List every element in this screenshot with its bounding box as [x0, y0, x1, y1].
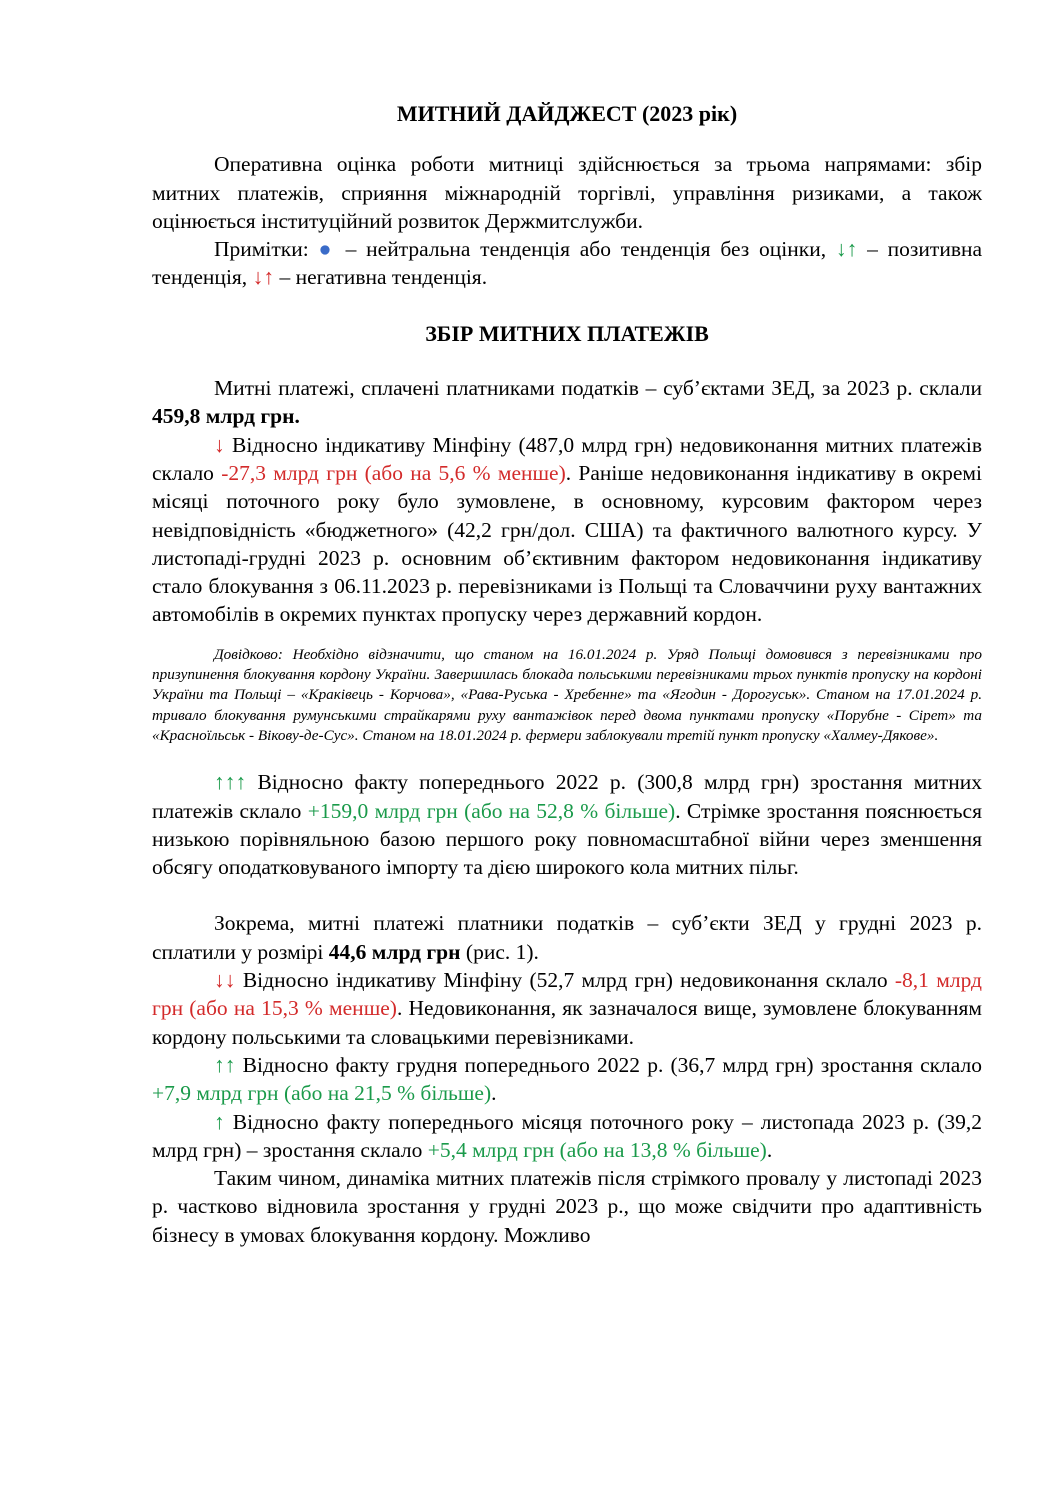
arrow-up-double-icon: ↑↑	[214, 1052, 236, 1077]
december-paragraph: Зокрема, митні платежі платники податків – суб’єкти ЗЕД у грудні 2023 р. сплатили у розмірі 44,6 млрд грн (рис. 1).	[152, 911, 982, 964]
payments-total-value: 459,8 млрд грн.	[152, 404, 300, 429]
december-yoy-growth-value: +7,9 млрд грн (або на 21,5 % більше)	[152, 1081, 492, 1106]
neutral-dot-icon: ●	[318, 237, 336, 262]
negative-arrows-icon: ↓↑	[252, 265, 275, 290]
conclusion-paragraph: Таким чином, динаміка митних платежів після стрімкого провалу у листопаді 2023 р. частково відновила зростання у грудні 2023 р., що може свідчити про адаптивність бізнесу в умовах блокування кордону. Можливо	[152, 1166, 982, 1247]
shortfall-value: -27,3 млрд грн (або на 5,6 % менше)	[221, 460, 566, 485]
spacer	[152, 881, 982, 909]
arrow-down-double-icon: ↓↓	[214, 968, 236, 993]
arrow-up-triple-icon: ↑↑↑	[214, 770, 247, 795]
growth-value: +159,0 млрд грн (або на 52,8 % більше)	[307, 798, 676, 823]
notes-legend: Примітки: ● – нейтральна тенденція або тенденція без оцінки, ↓↑ – позитивна тенденція, ↓↑ – негативна тенденція.	[152, 237, 983, 290]
document-title: МИТНИЙ ДАЙДЖЕСТ (2023 рік)	[396, 101, 738, 126]
december-mom-growth-value: +5,4 млрд грн (або на 13,8 % більше)	[427, 1137, 767, 1162]
december-indicative-paragraph: ↓↓ Відносно індикативу Мінфіну (52,7 млрд грн) недовиконання склало -8,1 млрд грн (або на 15,3 % менше). Недовиконання, як зазначалося вище, зумовлене блокуванням кордону польськими та словацькими перевізниками.	[152, 968, 982, 1049]
document-page	[152, 90, 982, 1249]
positive-arrows-icon: ↓↑	[835, 237, 858, 262]
previous-year-paragraph: ↑↑↑ Відносно факту попереднього 2022 р. (300,8 млрд грн) зростання митних платежів склало +159,0 млрд грн (або на 52,8 % більше). Стрімке зростання пояснюється низькою порівняльною базою першого року повномасштабної війни через зменшення обсягу оподатковуваного імпорту та дією широкого кола митних пільг.	[152, 770, 982, 880]
arrow-up-icon: ↑	[214, 1109, 225, 1134]
december-yoy-paragraph: ↑↑ Відносно факту грудня попереднього 2022 р. (36,7 млрд грн) зростання склало +7,9 млрд грн (або на 21,5 % більше).	[152, 1052, 982, 1106]
december-value: 44,6 млрд грн	[328, 939, 461, 964]
reference-note: Довідково: Необхідно відзначити, що станом на 16.01.2024 р. Уряд Польщі домовився з перевізниками про призупинення блокування кордону України. Завершилась блокада польськими перевізниками трьох пунктів пропуску на кордоні України та Польщі – «Краківець - Корчова», «Рава-Руська - Хребенне» та «Ягодин - Дорогуськ». Станом на 17.01.2024 р. тривало блокування румунськими страйкарями руху вантажівок перед двома пунктами пропуску «Порубне - Сірет» та «Красноїльськ - Вікову-де-Сус». Станом на 18.01.2024 р. фермери заблокували третій пункт пропуску «Халмеу-Дякове».	[152, 645, 982, 744]
section-heading-payments: ЗБІР МИТНИХ ПЛАТЕЖІВ	[425, 320, 709, 346]
payments-total-paragraph: Митні платежі, сплачені платниками податків – суб’єктами ЗЕД, за 2023 р. склали 459,8 млрд грн.	[152, 376, 982, 429]
indicative-paragraph: ↓ Відносно індикативу Мінфіну (487,0 млрд грн) недовиконання митних платежів склало -27,3 млрд грн (або на 5,6 % менше). Раніше недовиконання індикативу в окремі місяці поточного року було зумовлене, в основному, курсовим фактором через невідповідність «бюджетного» (42,2 грн/дол. США) та фактичного валютного курсу. У листопаді-грудні 2023 р. основним об’єктивним фактором недовиконання індикативу стало блокування з 06.11.2023 р. перевізниками із Польщі та Словаччини руху вантажних автомобілів в окремих пунктах пропуску через державний кордон.	[152, 432, 982, 627]
intro-paragraph: Оперативна оцінка роботи митниці здійснюється за трьома напрямами: збір митних платежів, сприяння міжнародній торгівлі, управління ризиками, а також оцінюється інституційний розвиток Держмитслужби.	[152, 152, 982, 233]
arrow-down-icon: ↓	[214, 432, 225, 457]
december-mom-paragraph: ↑ Відносно факту попереднього місяця поточного року – листопада 2023 р. (39,2 млрд грн) – зростання склало +5,4 млрд грн (або на 13,8 % більше).	[152, 1109, 982, 1162]
december-shortfall-value: -8,1 млрд грн (або на 15,3 % менше)	[152, 968, 982, 1021]
